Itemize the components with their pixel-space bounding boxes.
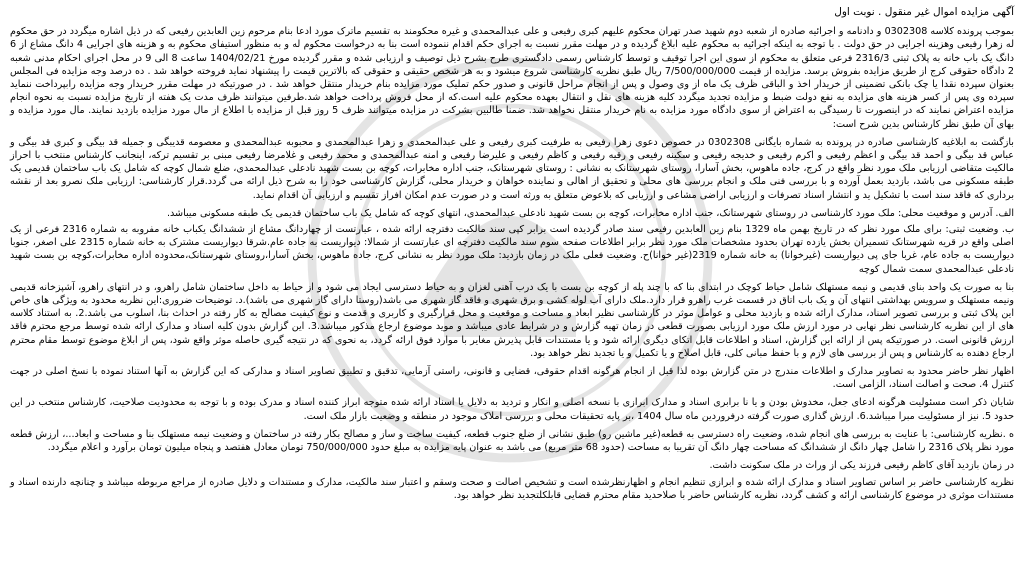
notice-title: آگهی مزایده اموال غیر منقول . نوبت اول bbox=[834, 6, 1014, 18]
paragraph-expert-valuation: ه .نظریه کارشناسی: با عنایت به بررسی های انجام شده، وضعیت راه دسترسی به قطعه(غیر ماشین رو) طبق نشانی از ضلع جنوب قطعه، کیفیت ساخت و ساز و مصالح بکار رفته در ساختمان و وضعیت نیمه مستهلک بنا و مساحت و ابعاد...، ارزش قطعه مورد نظر پلاک 2316 را شامل چهار دانگ از ششدانگ که مساحت چهار دانگ آن تقریبا به مساحت (حدود 68 متر مربع) می باشد به عنوان پایه مزایده به مبلغ حدود 750/000/000 تومان معادل هفتصد و پنجاه میلیون تومان برآورد و اعلام میگردد. bbox=[10, 428, 1014, 454]
paragraph-final-note: نظریه کارشناسی حاضر بر اساس تصاویر اسناد و مدارک ارائه شده و ابرازی تنظیم انجام و اظهارنظرشده است و تشخیص اصالت و صحت وسقم و اعتبار سند مالکیت، مدارک و مستندات و دلایل صادره از مراجع مربوطه میباشد و چنانچه دارنده اسناد و مستندات موثری در موضوع کارشناسی ارائه و کشف گردد، نظریه کارشناس حاضر با صلاحدید مقام محترم قضایی قابلکلتجدید نظر خواهد بود. bbox=[10, 476, 1014, 501]
paragraph-occupant: در زمان بازدید آقای کاظم رفیعی فرزند یکی از وراث در ملک سکونت داشت. bbox=[709, 460, 1014, 472]
paragraph-building-description: بنا به صورت یک واحد بنای قدیمی و نیمه مستهلک شامل حیاط کوچک در ابتدای بنا که با چند پله از کوچه بن بست با یک درب آهنی لغزان و به حیاط دسترسی ایجاد می شود و از حیاط به داخل ساختمان شامل راهرو، و در انتهای راهرو، آشپزخانه قدیمی ونیمه مستهلک و سرویس بهداشتی انتهای آن و یک باب اتاق در قسمت غرب راهرو قرار دارد.ملک دارای آب لوله کشی و برق شهری و فاقد گاز شهری می باشد(روستا دارای گاز شهری می باشد).د. توضیحات ضروری:این نظریه محدود به ویژگی های خاص این پلاک ثبتی و بررسی تصویر اسناد، مدارک ارائه شده و بازدید محلی و عوامل موثر در کارشناسی نظیر ابعاد و مساحت و موقعیت و محل قرارگیری و کاربری و قدمت و نوع کیفیت مصالح به کار رفته در احداث بنا، اسلوب می باشد.2. به استناد کلاسه های از این نظریه کارشناسی نظر نهایی در مورد ارزش ملک مورد ارزیابی بصورت قطعی در زمان تهیه گزارش و در شرایط عادی میباشد و موید موضوع ارجاع مذکور میباشد.3. این گزارش بدون کلیه اسناد و مدارک ارائه شده توسط مرجع محترم فاقد ارزش قانونی است. در صورتیکه پس از ارائه این گزارش، اسناد و اطلاعات قابل اتکای دیگری ارائه شود و یا مستندات قابل پذیرش مغایر با موارد فوق ارائه گردد، به نحوی که در نتیجه گیری حاصله موثر واقع شود، پس از ابلاغ موضوع توسط مقام محترم ارجاع دهنده به کارشناس و پس از بررسی های لازم و با حفظ مبانی کلی، قابل اصلاح و یا تکمیل و یا تجدید نظر خواهد بود. bbox=[10, 281, 1014, 359]
paragraph-document-verification: اظهار نظر حاضر محدود به تصاویر مدارک و اطلاعات مندرج در متن گزارش بوده لذا قبل از انجام هرگونه اقدام حقوقی، قضایی و قانونی، راستی آزمایی، تدقیق و تطبیق تصاویر اسناد و مدارکی که این گزارش به آنها استناد نموده با نسخ اصلی در جهت کنترل 4. صحت و اصالت اسناد، الزامی است. bbox=[10, 366, 1014, 391]
paragraph-liability-disclaimer: شایان ذکر است مسئولیت هرگونه ادعای جعل، مخدوش بودن و یا نا برابری اسناد و مدارک ابرازی با نسخه اصلی و انکار و تردید به دلایل یا اسناد ارائه شده متوجه ابراز کننده اسناد و مدرک بوده و با توجه به محدودیت صلاحیت، کارشناس منتخب در این حدود 5. نیز از مسئولیت مبرا میباشد.6. ارزش گذاری صورت گرفته درفروردین ماه سال 1404 ،بر پایه تحقیقات محلی و بررسی املاک موجود در منطقه و وضعیت بازار ملک است. bbox=[10, 397, 1014, 422]
paragraph-address: الف. آدرس و موقعیت محلی: ملک مورد کارشناسی در روستای شهرستانک، جنب اداره مخابرات، کوچه بن بست شهید نادعلی عبدالمحمدی، انتهای کوچه که شامل یک باب ساختمان قدیمی یک طبقه مسکونی میباشد. bbox=[166, 207, 1014, 219]
paragraph-registration-status: ب. وضعیت ثبتی: برای ملک مورد نظر که در تاریخ بهمن ماه 1329 بنام زین العابدین رفیعی سند صادر گردیده است برابر کپی سند مالکیت دفترچه ارائه شده ، عبارتست از چهاردانگ مشاع از ششدانگ یکباب خانه مفروبه به شماره 2316 فرعی از یک اصلی واقع در قریه شهرستانک تسمیران بخش یازده تهران بحدود مشخصات ملک مورد نظر برابر اطلاعات صفحه سوم سند مالکیت دفترچه ای عبارتست از شمالا: دیواریست به جاده عام.شرقا دیواریست مشترک به خانه شماره 2315 علی اصغر، جنوبا دیواریست به جاده عام، غربا جای پی دیواریست (غیرخوانا) به خانه شماره 2319(غیر خوانا)ح. وضعیت فعلی ملک در زمان بازدید: ملک مورد نظر به نشانی کرج، جاده ماهوس، بخش آسارا،روستای شهرستانک،محدوده اداره مخابرات،کوچه بن بست شهید نادعلی عبدالمحمدی سمت شمال کوچه bbox=[10, 224, 1014, 275]
paragraph-expert-report: بازگشت به ابلاغیه کارشناسی صادره در پرونده به شماره بایگانی 0302308 در خصوص دعوی زهرا رفیعی به طرفیت کبری رفیعی و علی عبدالمحمدی و زهرا عبدالمحمدی و محبوبه عبدالمحمدی و معصومه قدیبگی و جمیله قد بیگی و کبری قد بیگی و عباس قد بیگی و احمد قد بیگی و اعظم رفیعی و اکرم رفیعی و خدیجه رفیعی و سکینه رفیعی و رقیه رفیعی و کاظم رفیعی و علیرضا رفیعی و امنه عبدالمحمدی و محمد رفیعی و غلامرضا رفیعی مبنی بر تقسیم ترکه، اینجانب کارشناس منتخب با احراز مالکیت متقاضی ارزیابی ملک مورد نظر واقع در کرج، جاده ماهوس، بخش آسارا، روستای شهرستانک به نشانی : روستای شهرستانک، جنب اداره مخابرات، کوچه بن بست شهید نادعلی عبدالمحمدی، ضلع شمال کوچه که شامل یک باب ساختمان قدیمی یک طبقه مسکونی می باشد، بازدید بعمل آورده و با بررسی فنی ملک و انجام بررسی های محلی و تحقیق از اهالی و نماینده خواهان و خریدار محلی، گزارش کارشناسی خود را به شرح ذیل ارائه می گردد.قرار کارشناسی: ارزیابی ملک نصرو بعد از نقشه برداری که فاقد سند است با تشکیل ید و انتشار اسناد تصرفات و ارزیابی اراضی مشاعی و ارزیابی که بلاعوض متعلق به ورثه است و در صورت عدم امکان افراز تقسیم و ارزیابی آن اقدام نماید. bbox=[10, 136, 1014, 201]
paragraph-auction-terms: بموجب پرونده کلاسه 0302308 و دادنامه و اجرائیه صادره از شعبه دوم شهید صدر تهران محکوم علیهم کبری رفیعی و علی عبدالمحمدی و غیره محکومند به تقسیم ماترک مورد ادعا بنام مرحوم زین العابدین رفیعی که در ذیل اشاره میگردد در حق محکوم له زهرا رفیعی وهزینه اجرایی در حق دولت . با توجه به اینکه اجرائیه به محکوم علیه ابلاغ گردیده و در مهلت مقرر نسبت به اجرای حکم اقدام ننموده است بنا به درخواست محکوم له و به منظور استیفای محکوم به و هزینه های اجرایی 4 دانگ مشاع از 6 دانگ یک باب خانه به پلاک ثبتی 2316/3 فرعی متعلق به محکوم از سوی این اجرا توقیف و توسط کارشناس رسمی دادگستری طرح بشرح ذیل توصیف و ارزیابی شده و مقرر گردیده مورخ 1404/02/21 ساعت 8 الی 9 در محل اجرای احکام مدنی شعبه 2 دادگاه حقوقی کرج از طریق مزایده بفروش برسد. مزایده از قیمت 7/500/000/000 ریال طبق نظریه کارشناسی شروع میشود و به هر شخص حقیقی و حقوقی که بالاترین قیمت را پیشنهاد نماید فروخته خواهد شد . ده درصد وجه مزایده فی المجلس بعنوان سپرده نقدا یا چک بانکی تضمینی از خریدار اخذ و الباقی ظرف یک ماه از وی وصول و پس از انجام مراحل قانونی و صدور حکم تملیک مورد مزایده بنام خریدار منتقل خواهد شد . در صورتیکه در مهلت مقرر خریدار وجه مزایده رابپرداخت ننماید سپرده وی پس از کسر هزینه های مزایده به نفع دولت ضبط و مزایده تجدید میگردد کلیه هزینه های نقل و انتقال بعهده محکوم علیه است.که از محل فروش پرداخت خواهد شد.طرفین میتوانند ظرف مدت یک هفته از تاریخ مزایده نسبت به نحوه انجام مزایده اعتراض نمایند که در اینصورت تا رسیدگی به اعتراض از سوی دادگاه مورد مزایده به نام خریدار منتقل نخواهد شد. ضمنا طالبین بشرکت در مزایده میتوانند ظرف 5 روز قبل از مزایده با اطلاع از مال مورد مزایده بازدید نمایند. مال مورد مزایده و بهای آن طبق نظر کارشناس بدین شرح است: bbox=[10, 26, 1015, 130]
